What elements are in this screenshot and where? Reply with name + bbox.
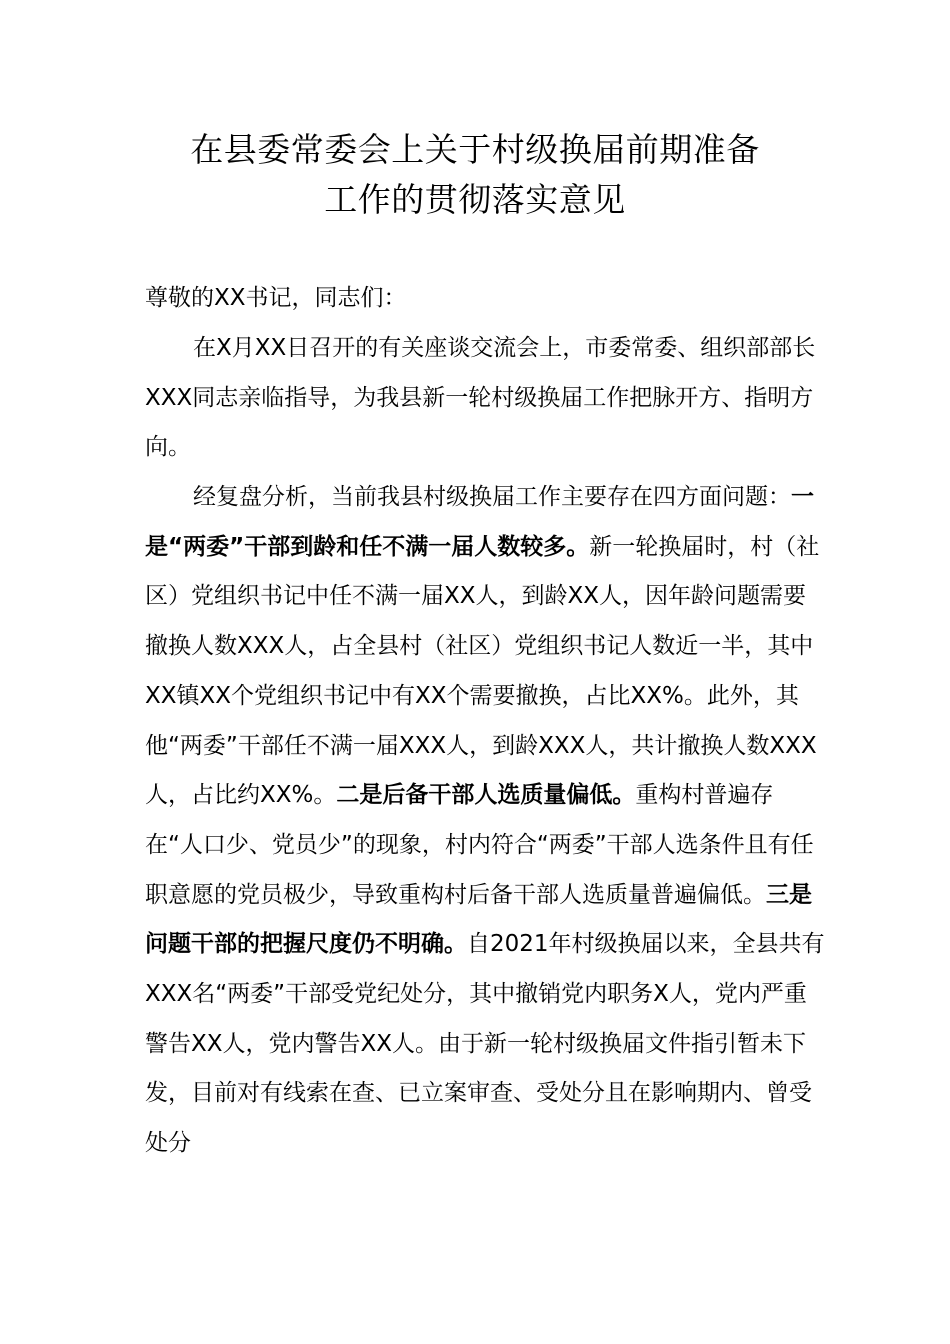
paragraph-2: [145, 473, 825, 1169]
point-1-heading: 一是“两委”干部到龄和任不满一届人数较多。: [145, 484, 814, 560]
point-2-heading: 二是后备干部人选质量偏低。: [336, 782, 636, 809]
point-1-text: 新一轮换届时，村（社区）党组织书记中任不满一届XX人，到龄XX人，因年龄问题需要撤换人数XXX人，占全县村（社区）党组织书记人数近一半，其中XX镇XX个党组织书记中有XX个需要撤换，占比XX%。此外，其他“两委”干部任不满一届XXX人，到龄XXX人，共计撤换人数XXX人，占比约XX%。: [145, 533, 820, 809]
salutation: 尊敬的XX书记，同志们：: [145, 285, 407, 311]
paragraph-1-text: 在X月XX日召开的有关座谈交流会上，市委常委、组织部部长XXX同志亲临指导，为我县新一轮村级换届工作把脉开方、指明方向。: [145, 335, 816, 461]
point-2-text: 重构村普遍存在“人口少、党员少”的现象，村内符合“两委”干部人选条件且有任职意愿的党员极少，导致重构村后备干部人选质量普遍偏低。: [145, 782, 814, 908]
document-title-line-1: 在县委常委会上关于村级换届前期准备: [190, 130, 760, 169]
point-3-heading: 三是问题干部的把握尺度仍不明确。: [145, 881, 812, 958]
paragraph-2-text: [145, 473, 825, 1169]
point-3-text: 自2021年村级换届以来，全县共有XXX名“两委”干部受党纪处分，其中撤销党内职务X人，党内严重警告XX人，党内警告XX人。由于新一轮村级换届文件指引暂未下发，目前对有线索在查、已立案审查、受处分且在影响期内、曾受处分: [145, 931, 825, 1157]
document-title-line-2: 工作的贯彻落实意见: [324, 180, 626, 219]
paragraph-1: [145, 324, 825, 473]
paragraph-2-intro: 经复盘分析，当前我县村级换届工作主要存在四方面问题：: [193, 484, 791, 510]
